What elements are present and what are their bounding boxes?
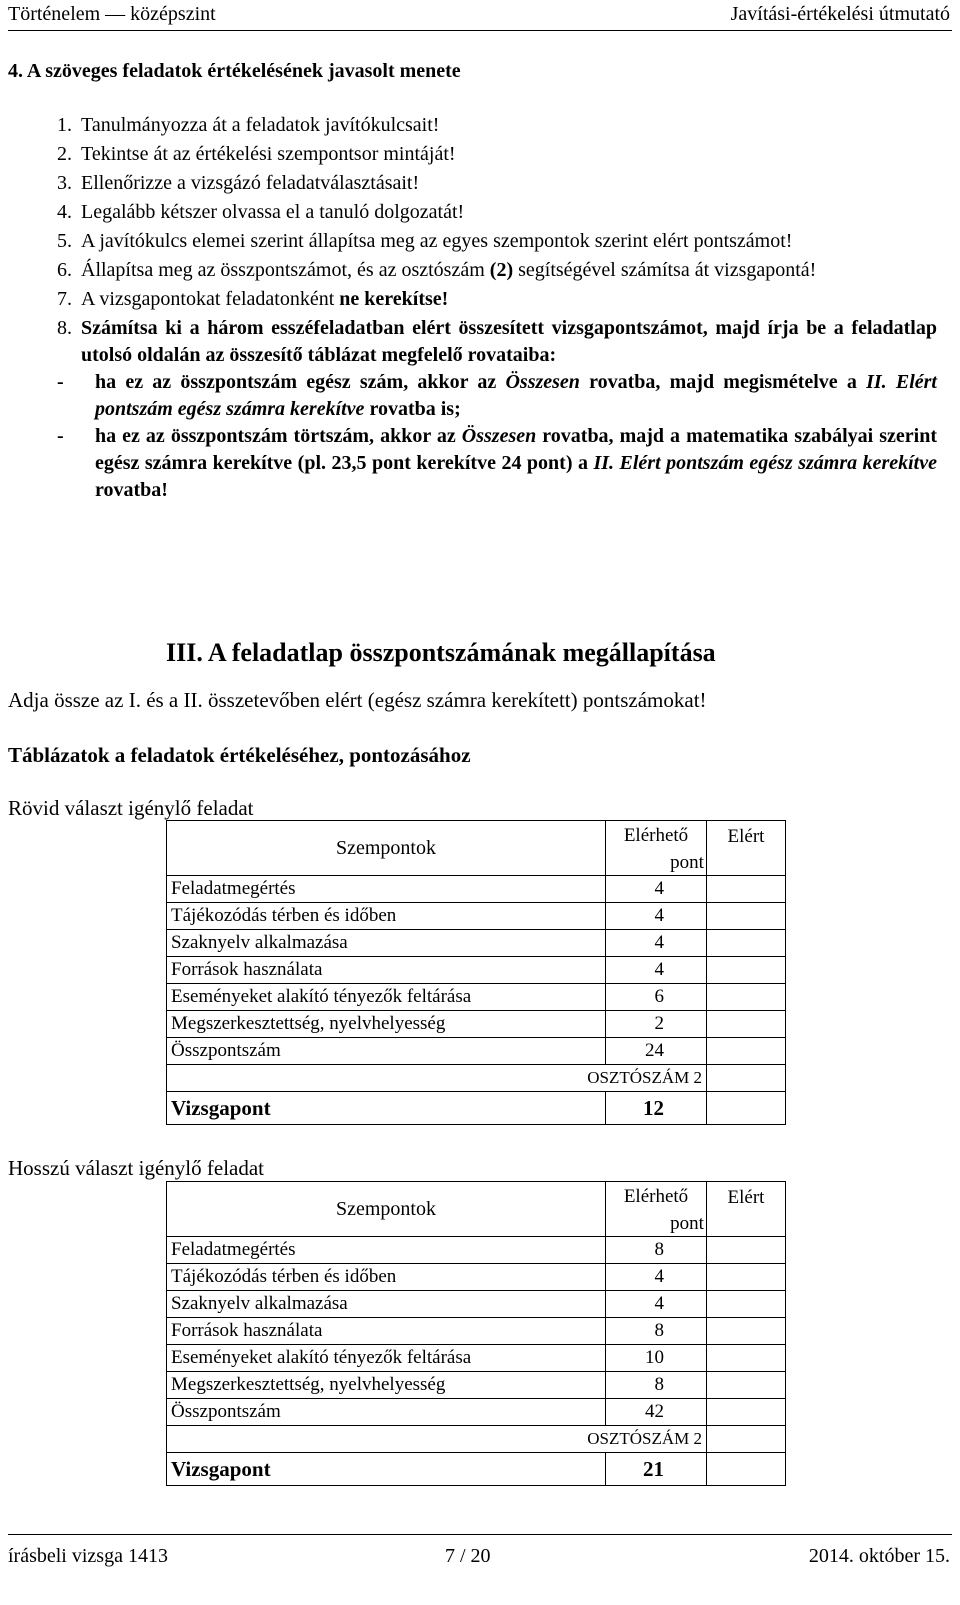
achieved-cell[interactable] xyxy=(707,903,786,930)
achieved-cell[interactable] xyxy=(707,1372,786,1399)
table-row: Eseményeket alakító tényezők feltárása 10 xyxy=(167,1345,786,1372)
table-row: Megszerkesztettség, nyelvhelyesség 2 xyxy=(167,1011,786,1038)
header-rule xyxy=(8,30,952,31)
header-doc-type: Javítási-értékelési útmutató xyxy=(730,3,950,25)
table-header-row xyxy=(167,821,786,876)
achieved-cell[interactable] xyxy=(707,1345,786,1372)
achieved-cell[interactable] xyxy=(707,984,786,1011)
achieved-cell[interactable] xyxy=(707,1453,786,1486)
final-label: Vizsgapont xyxy=(167,1453,606,1486)
achieved-cell[interactable] xyxy=(707,1291,786,1318)
header-available: Elérhető pont xyxy=(606,821,707,876)
list-item: 3. Ellenőrizze a vizsgázó feladatválasztásait! xyxy=(57,172,420,194)
table-row: Szaknyelv alkalmazása 4 xyxy=(167,1291,786,1318)
final-value: 12 xyxy=(606,1092,707,1125)
table-row: Források használata 4 xyxy=(167,957,786,984)
table-row: Források használata 8 xyxy=(167,1318,786,1345)
dash-item-integer: - ha ez az összpontszám egész szám, akkor az Összesen rovatba, majd megismételve a II. Elért pontszám egész számra kerekítve rovatba is; xyxy=(57,371,937,420)
short-task-table xyxy=(166,820,786,1125)
header-achieved: Elért xyxy=(707,1182,786,1237)
table-row: Tájékozódás térben és időben 4 xyxy=(167,1264,786,1291)
section-4-title: 4. A szöveges feladatok értékelésének javasolt menete xyxy=(8,60,461,82)
table-row: Összpontszám 24 xyxy=(167,1038,786,1065)
achieved-cell[interactable] xyxy=(707,957,786,984)
achieved-cell[interactable] xyxy=(707,1318,786,1345)
divisor-row xyxy=(167,1065,786,1092)
table-row: Tájékozódás térben és időben 4 xyxy=(167,903,786,930)
achieved-cell[interactable] xyxy=(707,876,786,903)
list-item: 6. Állapítsa meg az összpontszámot, és az osztószám (2) segítségével számítsa át vizsgapontá! xyxy=(57,259,817,281)
dash-item-fraction: - ha ez az összpontszám törtszám, akkor az Összesen rovatba, majd a matematika szabályai szerint egész számra kerekítve (pl. 23,5 pont kerekítve 24 pont) a II. Elért pontszám egész számra kerekítve rovatba! xyxy=(57,425,937,501)
table-row: Eseményeket alakító tényezők feltárása 6 xyxy=(167,984,786,1011)
header-available: Elérhető pont xyxy=(606,1182,707,1237)
achieved-cell[interactable] xyxy=(707,1399,786,1426)
table-row: Szaknyelv alkalmazása 4 xyxy=(167,930,786,957)
achieved-cell[interactable] xyxy=(707,1264,786,1291)
table-row: Megszerkesztettség, nyelvhelyesség 8 xyxy=(167,1372,786,1399)
achieved-cell[interactable] xyxy=(707,1038,786,1065)
list-item: 5. A javítókulcs elemei szerint állapítsa meg az egyes szempontok szerint elért pontszámot! xyxy=(57,230,793,252)
footer-exam-id: írásbeli vizsga 1413 xyxy=(8,1545,168,1567)
table-row: Feladatmegértés 8 xyxy=(167,1237,786,1264)
list-item: 2. Tekintse át az értékelési szempontsor mintáját! xyxy=(57,143,456,165)
section-3-intro: Adja össze az I. és a II. összetevőben elért (egész számra kerekített) pontszámokat! xyxy=(8,688,707,712)
achieved-cell[interactable] xyxy=(707,1011,786,1038)
tables-title: Táblázatok a feladatok értékeléséhez, pontozásához xyxy=(8,743,471,767)
final-row xyxy=(167,1092,786,1125)
footer-rule xyxy=(8,1534,952,1535)
divisor-row xyxy=(167,1426,786,1453)
long-task-table xyxy=(166,1181,786,1486)
divisor-label: OSZTÓSZÁM 2 xyxy=(167,1426,707,1453)
list-item: 4. Legalább kétszer olvassa el a tanuló dolgozatát! xyxy=(57,201,465,223)
achieved-cell[interactable] xyxy=(707,930,786,957)
footer-date: 2014. október 15. xyxy=(808,1545,950,1567)
final-value: 21 xyxy=(606,1453,707,1486)
list-item: 8. Számítsa ki a három esszéfeladatban elért összesített vizsgapontszámot, majd írja be a feladatlap utolsó oldalán az összesítő táblázat megfelelő rovataiba: - ha ez az összpontszám egész szám, akkor az Összesen rovatba, majd megismételve a II. Elért pontszám egész számra kerekítve rovatba is; - ha ez az összpontszám törtszám, akkor az Összesen rovatba, majd a matematika szabályai szerint egész számra kerekítve (pl. 23,5 pont kerekítve 24 pont) a II. Elért pontszám egész számra kerekítve rovatba! xyxy=(57,315,937,504)
long-task-title: Hosszú választ igénylő feladat xyxy=(8,1156,264,1180)
divisor-label: OSZTÓSZÁM 2 xyxy=(167,1065,707,1092)
achieved-cell[interactable] xyxy=(707,1237,786,1264)
section-3-title: III. A feladatlap összpontszámának megállapítása xyxy=(166,638,716,667)
header-subject: Történelem — középszint xyxy=(8,3,216,25)
achieved-cell[interactable] xyxy=(707,1092,786,1125)
footer-page-number: 7 / 20 xyxy=(445,1545,491,1567)
final-row xyxy=(167,1453,786,1486)
table-header-row xyxy=(167,1182,786,1237)
steps-list xyxy=(57,112,937,504)
table-row: Feladatmegértés 4 xyxy=(167,876,786,903)
short-task-title: Rövid választ igénylő feladat xyxy=(8,796,254,820)
header-criteria: Szempontok xyxy=(167,821,606,876)
final-label: Vizsgapont xyxy=(167,1092,606,1125)
header-achieved: Elért xyxy=(707,821,786,876)
list-item: 7. A vizsgapontokat feladatonként ne kerekítse! xyxy=(57,288,449,310)
list-item: 1. Tanulmányozza át a feladatok javítókulcsait! xyxy=(57,114,440,136)
header-criteria: Szempontok xyxy=(167,1182,606,1237)
table-row: Összpontszám 42 xyxy=(167,1399,786,1426)
